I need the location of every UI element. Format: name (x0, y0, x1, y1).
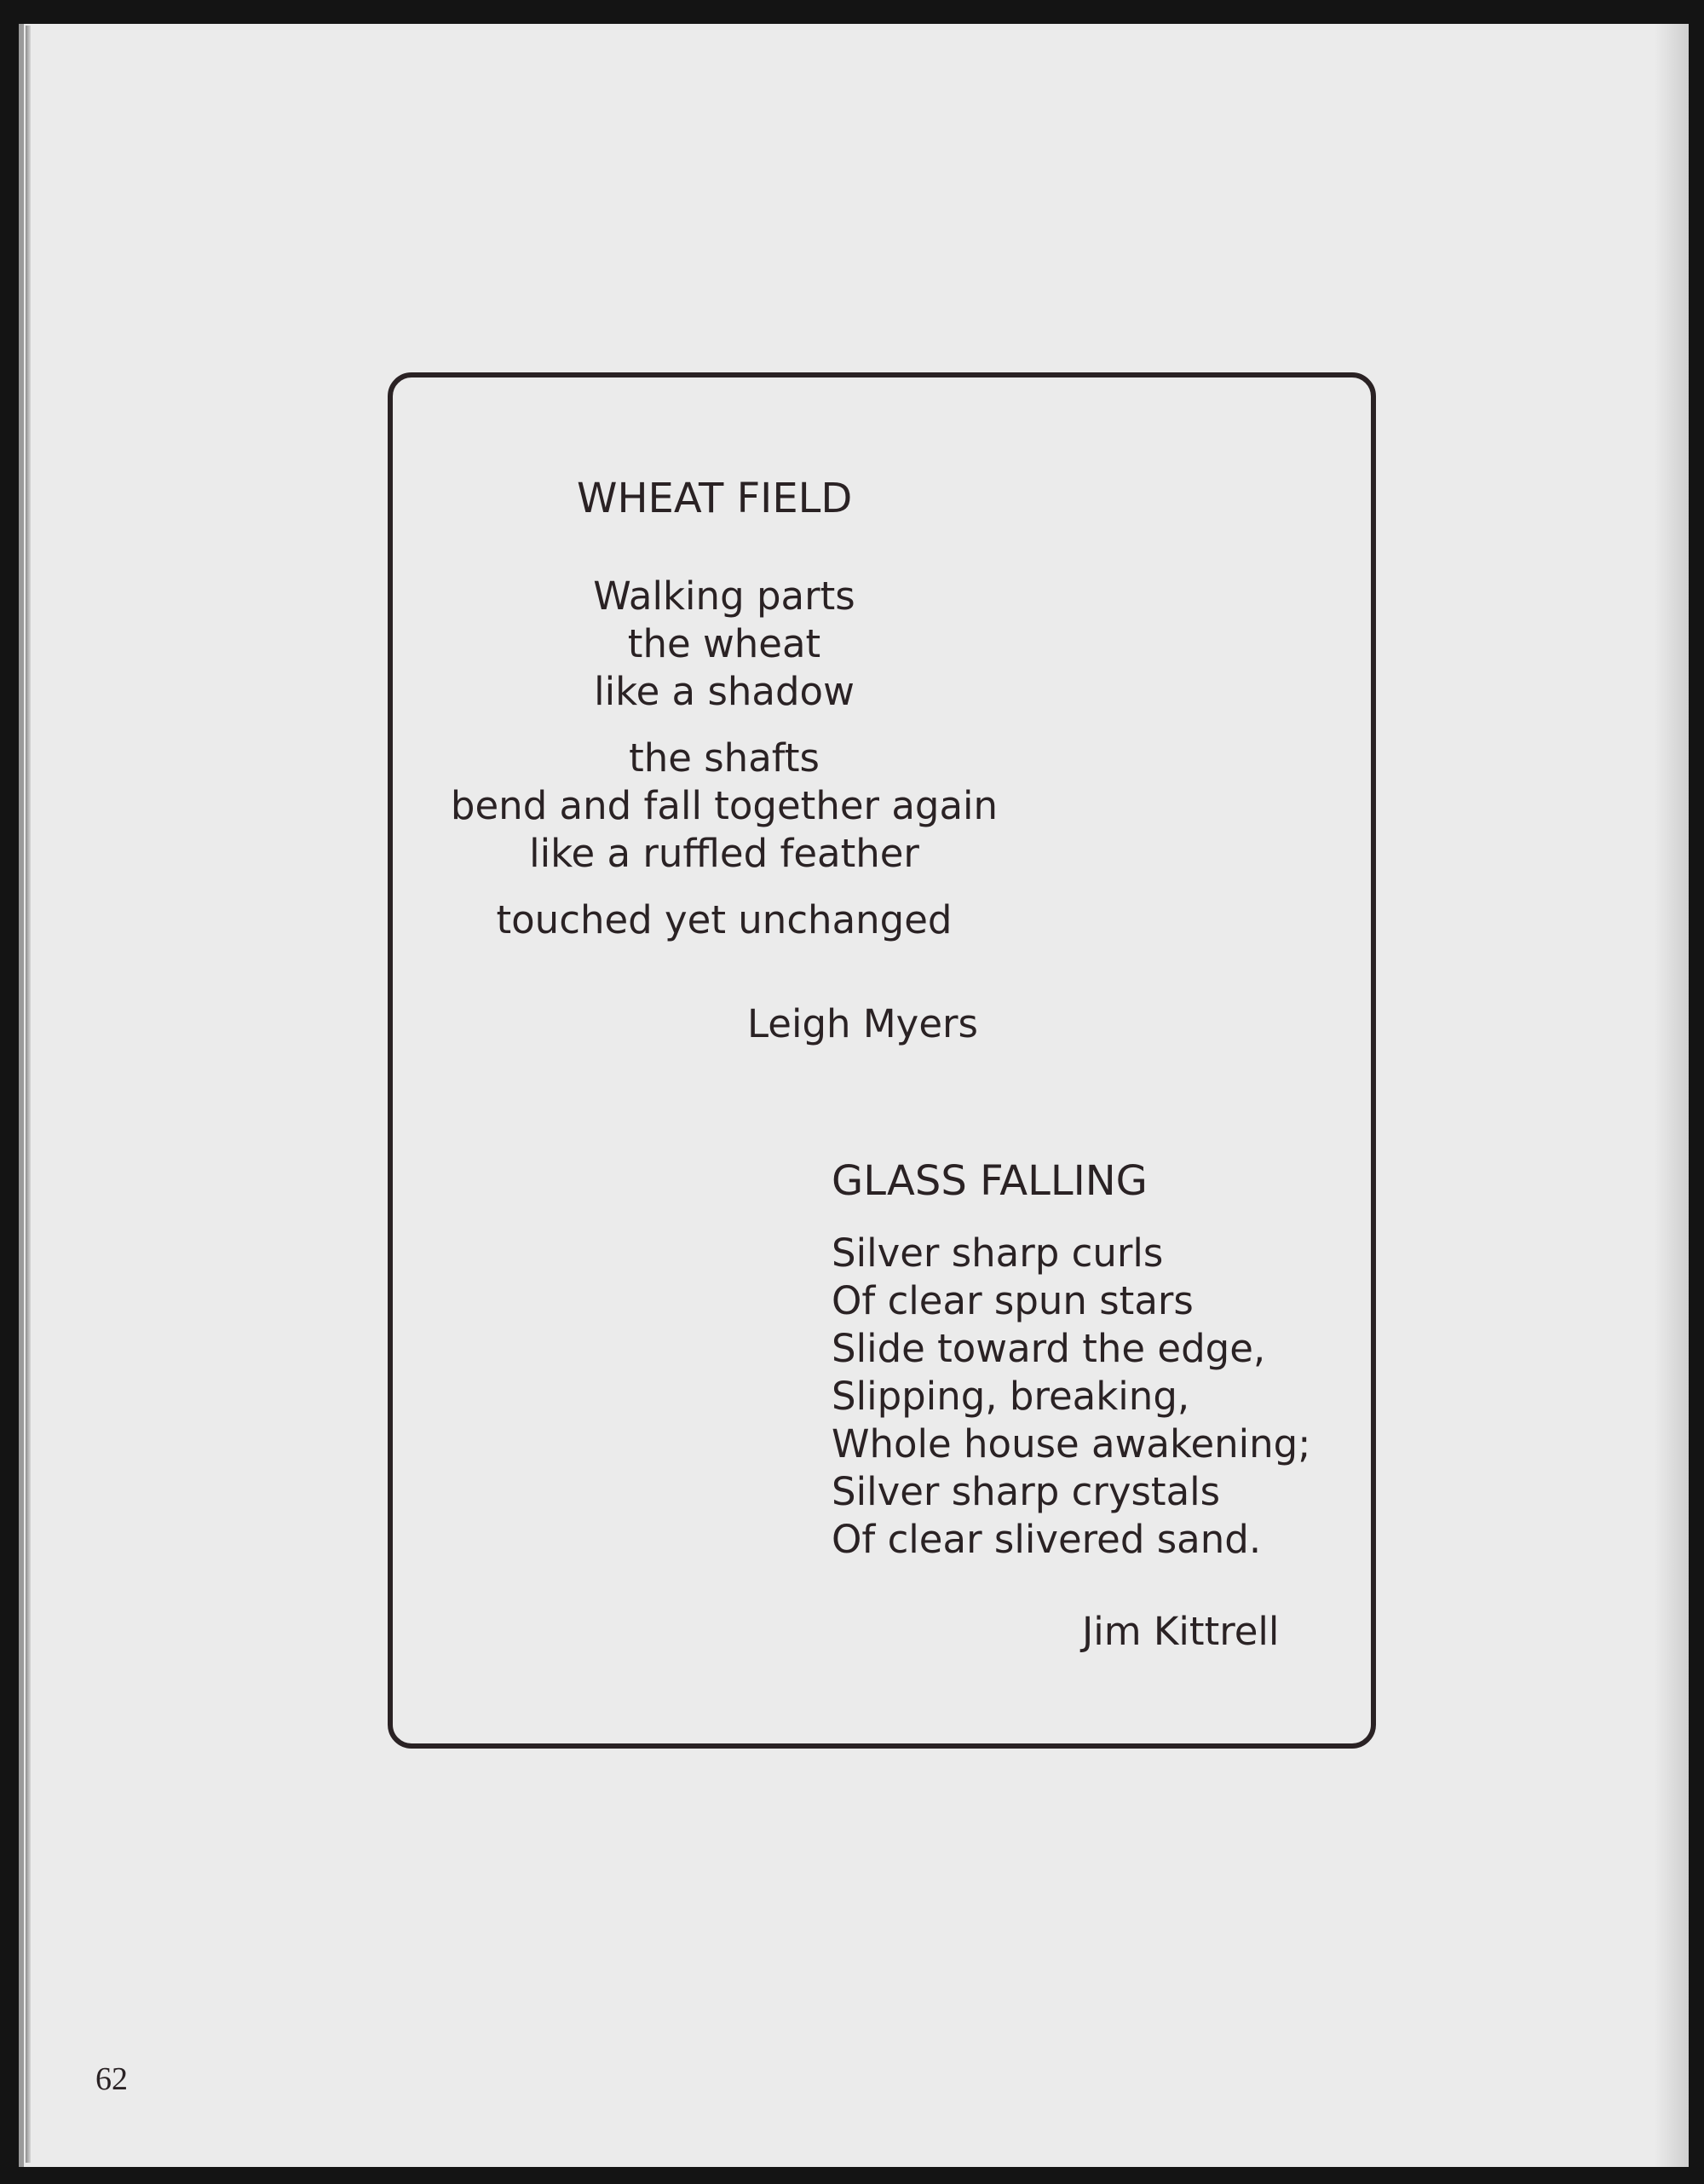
page-gutter-shadow (1655, 24, 1689, 2167)
poem-line: Slide toward the edge, (832, 1326, 1266, 1371)
poem-line: touched yet unchanged (496, 897, 953, 942)
poem-line: Of clear slivered sand. (832, 1517, 1262, 1562)
poem-author-leigh-myers: Leigh Myers (747, 1001, 978, 1046)
poem-line: like a shadow (594, 669, 855, 714)
page-binding-edge (26, 26, 31, 2163)
poem-title-glass-falling: GLASS FALLING (832, 1157, 1148, 1205)
poem-line: Of clear spun stars (832, 1278, 1194, 1323)
poem-line: Silver sharp crystals (832, 1469, 1221, 1514)
poem-line: bend and fall together again (450, 783, 999, 828)
poem-line: the wheat (627, 621, 821, 666)
poem-line: Walking parts (593, 573, 855, 619)
poem-author-jim-kittrell: Jim Kittrell (1082, 1609, 1280, 1654)
poem-stanza (426, 896, 1022, 944)
poem-line: Whole house awakening; (832, 1421, 1311, 1467)
poem-title-wheat-field: WHEAT FIELD (577, 475, 853, 522)
page-number: 62 (95, 2061, 128, 2097)
poem-stanza (426, 573, 1022, 716)
poem-line: like a ruffled feather (529, 831, 919, 876)
poem-line: Slipping, breaking, (832, 1374, 1190, 1419)
poem-stanza (426, 735, 1022, 878)
poem-line: the shafts (629, 735, 820, 781)
poem-body (832, 1230, 1310, 1564)
poem-line: Silver sharp curls (832, 1230, 1164, 1276)
